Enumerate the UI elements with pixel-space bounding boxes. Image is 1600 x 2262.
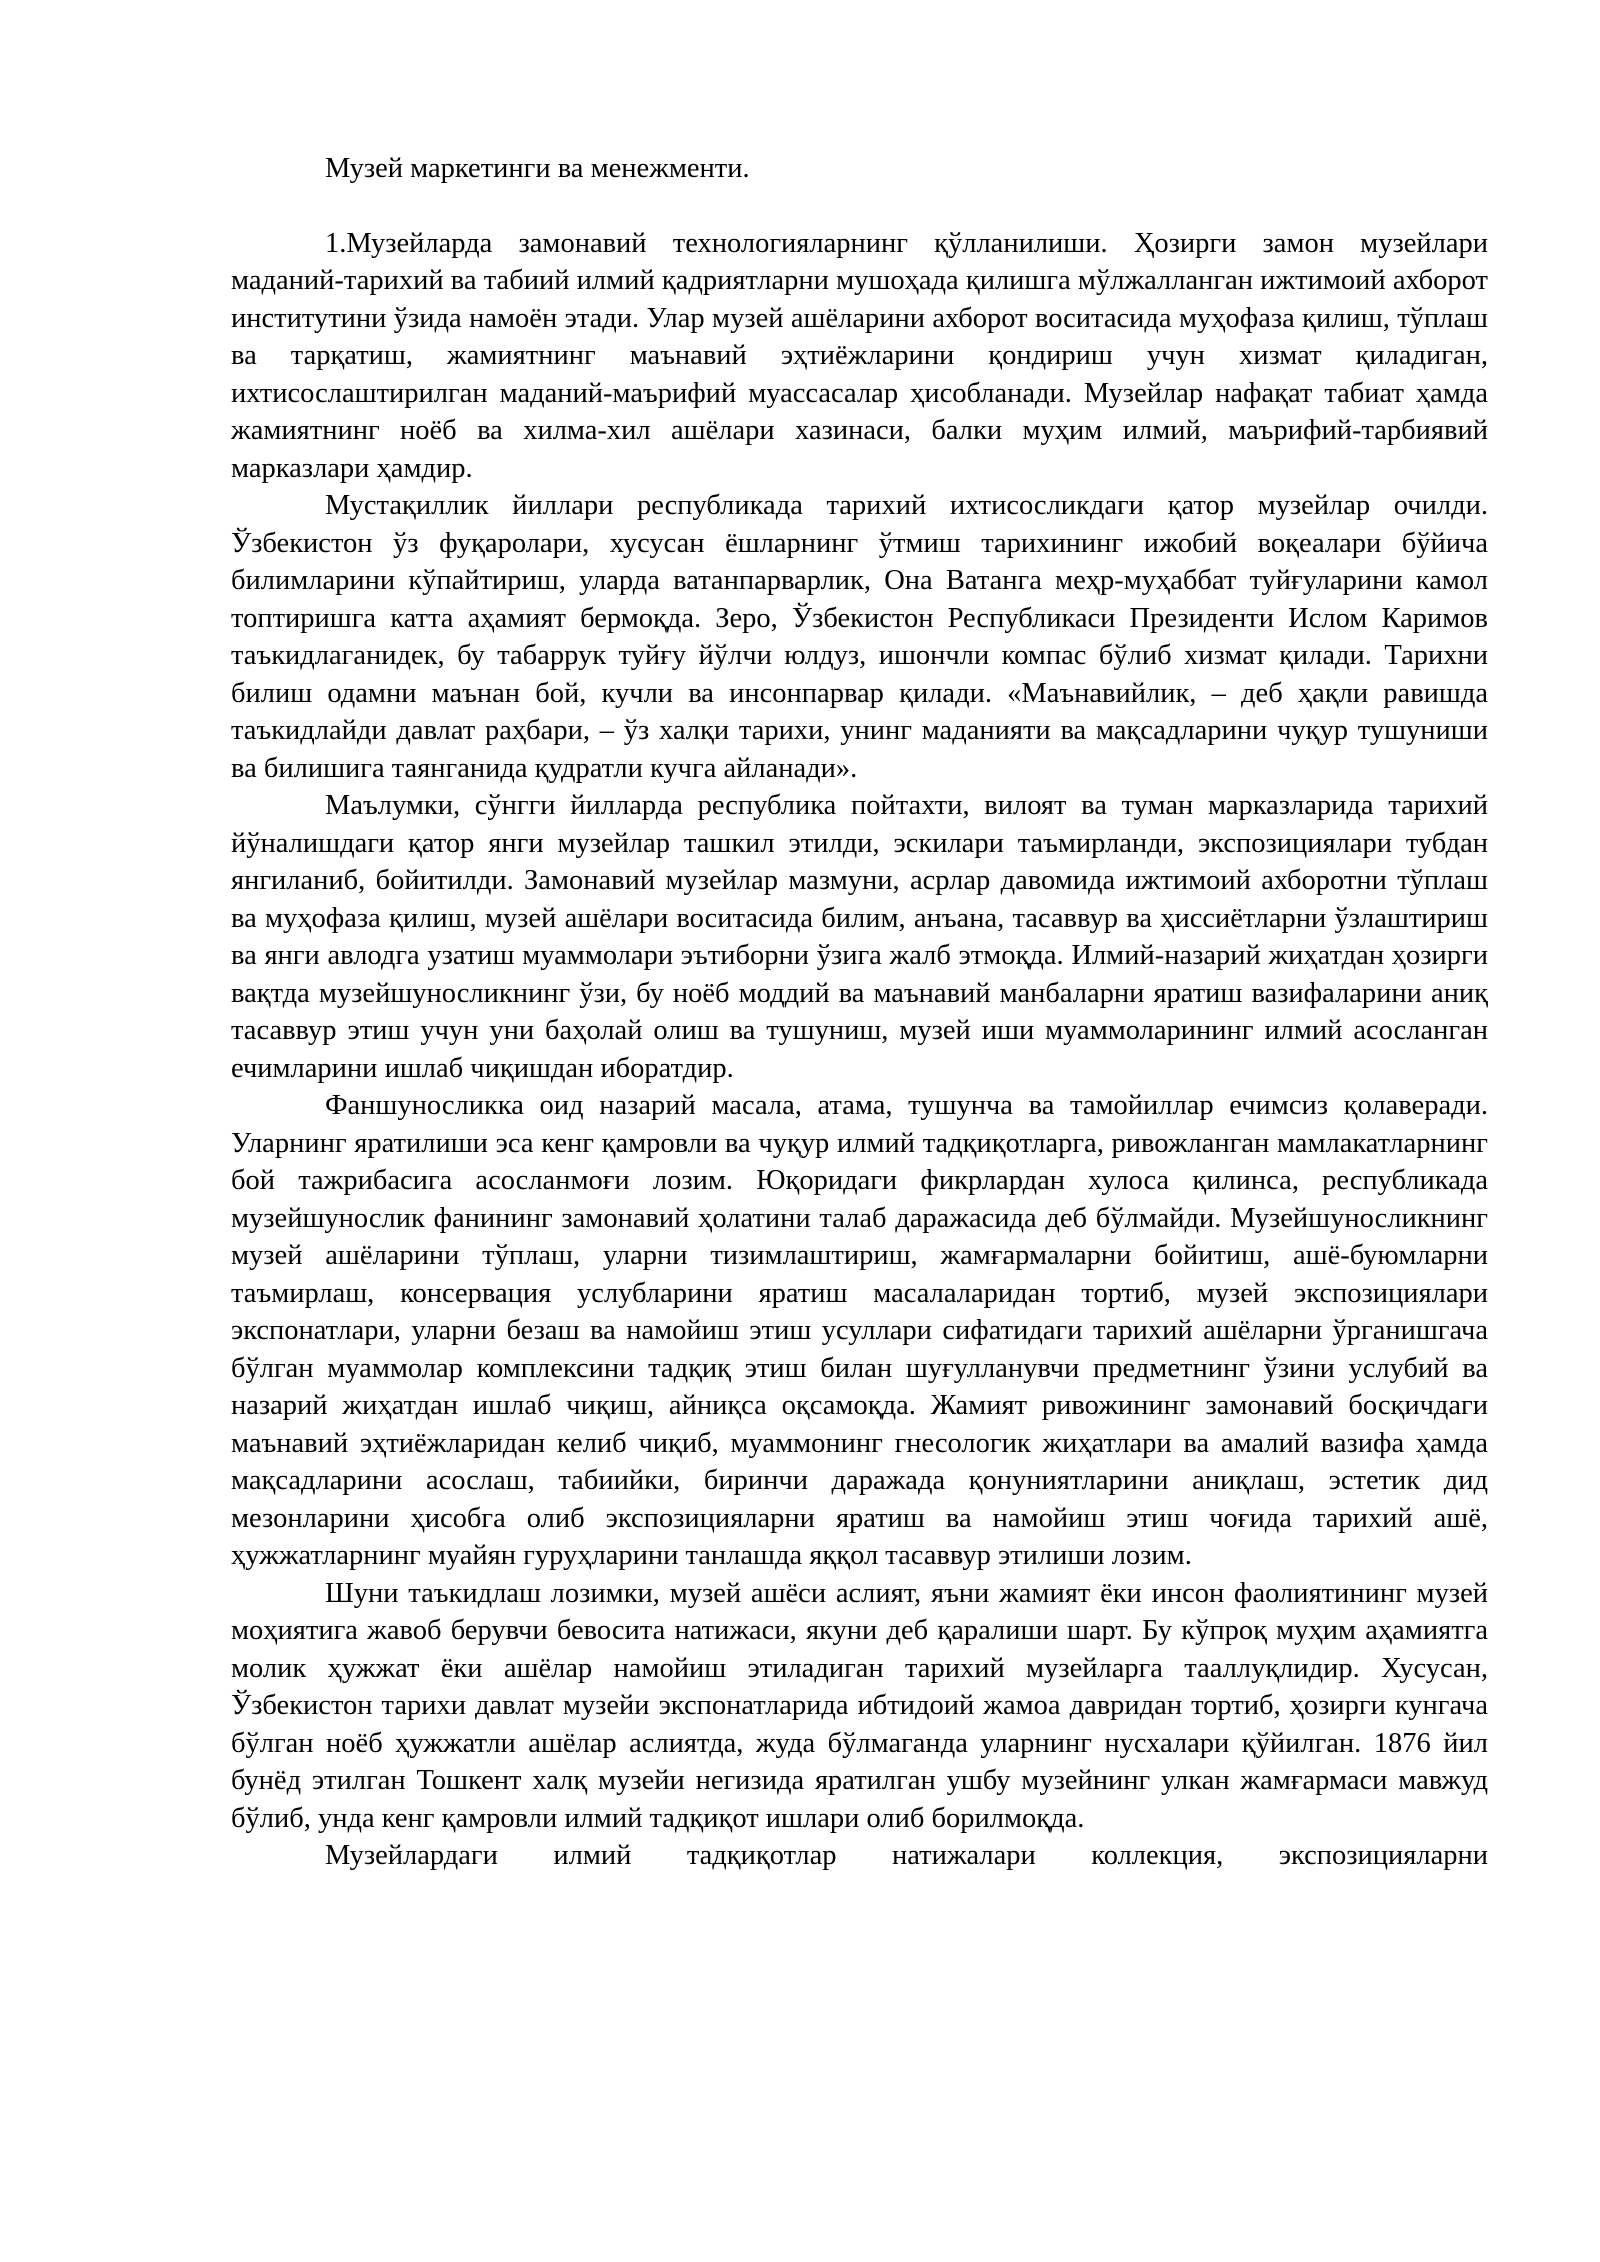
document-page [231, 150, 1488, 1875]
document-title: Музей маркетинги ва менежменти. [325, 153, 750, 184]
paragraph-3: Маълумки, сўнгги йилларда республика пойтахти, вилоят ва туман марказларида тарихий йўналишдаги қатор янги музейлар ташкил этилди, эскилари таъмирланди, экспозициялари тубдан янгиланиб, бойитилди. Замонавий музейлар мазмуни, асрлар давомида ижтимоий ахборотни тўплаш ва муҳофаза қилиш, музей ашёлари воситасида билим, анъана, тасаввур ва ҳиссиётларни ўзлаштириш ва янги авлодга узатиш муаммолари эътиборни ўзига жалб этмоқда. Илмий-назарий жиҳатдан ҳозирги вақтда музейшуносликнинг ўзи, бу ноёб моддий ва маънавий манбаларни яратиш вазифаларини аниқ тасаввур этиш учун уни баҳолай олиш ва тушуниш, музей иши муаммоларининг илмий асосланган ечимларини ишлаб чиқишдан иборатдир. [231, 790, 1488, 1084]
paragraph-1: 1.Музейларда замонавий технологияларнинг қўлланилиши. Ҳозирги замон музейлари маданий-тарихий ва табиий илмий қадриятларни мушоҳада қилишга мўлжалланган ижтимоий ахборот институтини ўзида намоён этади. Улар музей ашёларини ахборот воситасида муҳофаза қилиш, тўплаш ва тарқатиш, жамиятнинг маънавий эҳтиёжларини қондириш учун хизмат қиладиган, ихтисослаштирилган маданий-маърифий муассасалар ҳисобланади. Музейлар нафақат табиат ҳамда жамиятнинг ноёб ва хилма-хил ашёлари хазинаси, балки муҳим илмий, маърифий-тарбиявий марказлари ҳамдир. [231, 227, 1488, 484]
paragraph-5: Шуни таъкидлаш лозимки, музей ашёси аслият, яъни жамият ёки инсон фаолиятининг музей моҳиятига жавоб берувчи бевосита натижаси, якуни деб қаралиши шарт. Бу кўпроқ муҳим аҳамиятга молик ҳужжат ёки ашёлар намойиш этиладиган тарихий музейларга тааллуқлидир. Хусусан, Ўзбекистон тарихи давлат музейи экспонатларида ибтидоий жамоа давридан тортиб, ҳозирги кунгача бўлган ноёб ҳужжатли ашёлар аслиятда, жуда бўлмаганда уларнинг нусхалари қўйилган. 1876 йил бунёд этилган Тошкент халқ музейи негизида яратилган ушбу музейнинг улкан жамғармаси мавжуд бўлиб, унда кенг қамровли илмий тадқиқот ишлари олиб борилмоқда. [231, 1577, 1488, 1834]
paragraph-4: Фаншуносликка оид назарий масала, атама, тушунча ва тамойиллар ечимсиз қолаверади. Уларнинг яратилиши эса кенг қамровли ва чуқур илмий тадқиқотларга, ривожланган мамлакатларнинг бой тажрибасига асосланмоғи лозим. Юқоридаги фикрлардан хулоса қилинса, республикада музейшунослик фанининг замонавий ҳолатини талаб даражасида деб бўлмайди. Музейшуносликнинг музей ашёларини тўплаш, уларни тизимлаштириш, жамғармаларни бойитиш, ашё-буюмларни таъмирлаш, консервация услубларини яратиш масалаларидан тортиб, музей экспозициялари экспонатлари, уларни безаш ва намойиш этиш усуллари сифатидаги тарихий ашёларни ўрганишгача бўлган муаммолар комплексини тадқиқ этиш билан шуғулланувчи предметнинг ўзини услубий ва назарий жиҳатдан ишлаб чиқиш, айниқса оқсамоқда. Жамият ривожининг замонавий босқичдаги маънавий эҳтиёжларидан келиб чиқиб, муаммонинг гнесологик жиҳатлари ва амалий вазифа ҳамда мақсадларини асослаш, табиийки, биринчи даражада қонуниятларини аниқлаш, эстетик дид мезонларини ҳисобга олиб экспозицияларни яратиш ва намойиш этиш чоғида тарихий ашё, ҳужжатларнинг муайян гуруҳларини танлашда яққол тасаввур этилиши лозим. [231, 1090, 1488, 1571]
paragraph-2: Мустақиллик йиллари республикада тарихий ихтисосликдаги қатор музейлар очилди. Ўзбекистон ўз фуқаролари, хусусан ёшларнинг ўтмиш тарихининг ижобий воқеалари бўйича билимларини кўпайтириш, уларда ватанпарварлик, Она Ватанга меҳр-муҳаббат туйғуларини камол топтиришга катта аҳамият бермоқда. Зеро, Ўзбекистон Республикаси Президенти Ислом Каримов таъкидлаганидек, бу табаррук туйғу йўлчи юлдуз, ишончли компас бўлиб хизмат қилади. Тарихни билиш одамни маънан бой, кучли ва инсонпарвар қилади. «Маънавийлик, – деб ҳақли равишда таъкидлайди давлат раҳбари, – ўз халқи тарихи, унинг маданияти ва мақсадларини чуқур тушуниши ва билишига таянганида қудратли кучга айланади». [231, 490, 1488, 784]
title-spacer [231, 188, 1488, 225]
paragraph-6: Музейлардаги илмий тадқиқотлар натижалари коллекция, экспозицияларни [325, 1840, 1488, 1871]
